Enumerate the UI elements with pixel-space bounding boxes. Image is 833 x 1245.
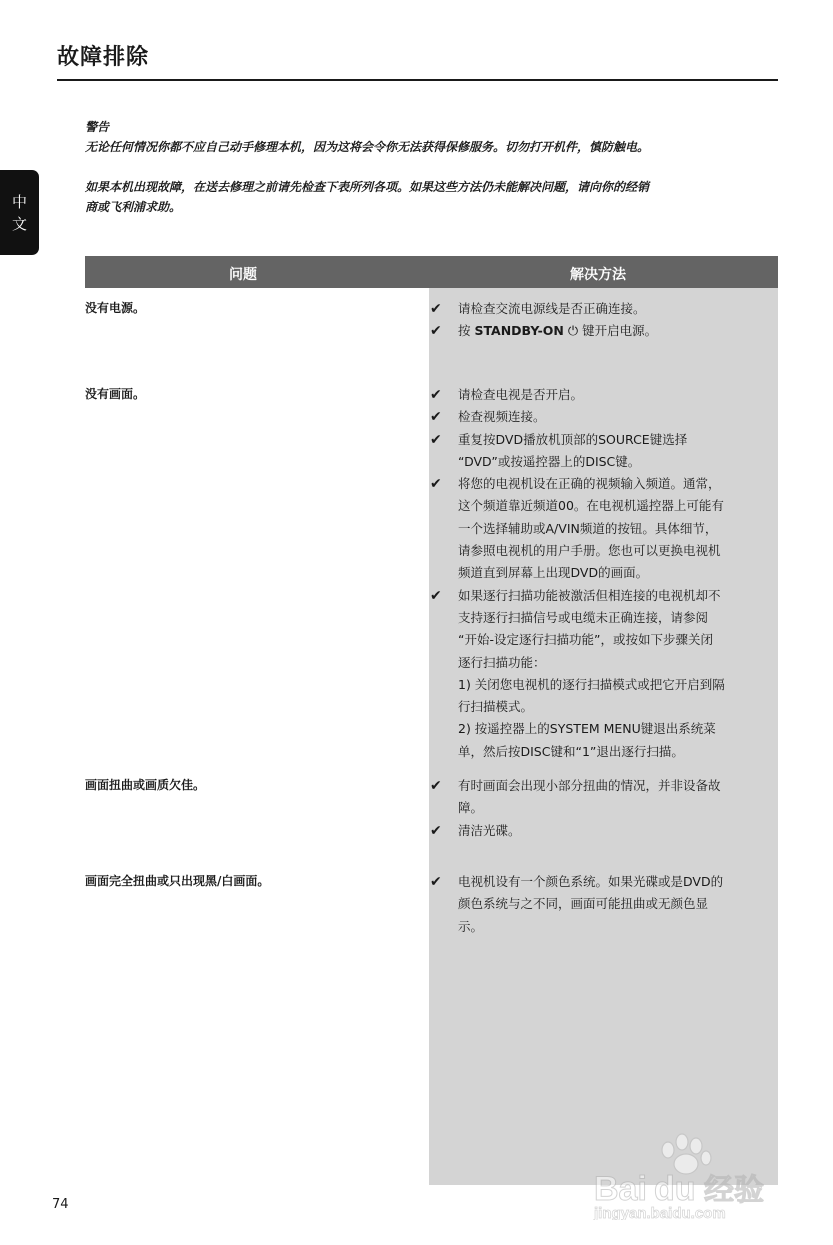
solution-line: 这个频道靠近频道00。在电视机遥控器上可能有: [458, 498, 724, 514]
solution-line: 请参照电视机的用户手册。您也可以更换电视机: [458, 543, 721, 559]
solution-line: 请检查交流电源线是否正确连接。: [458, 301, 646, 316]
solution-line: 支持逐行扫描信号或电缆未正确连接，请参阅: [458, 609, 709, 625]
problem-cell: 没有电源。: [85, 301, 146, 315]
solution-item: [430, 871, 770, 938]
check-icon: ✔: [430, 822, 442, 839]
solution-line: 逐行扫描功能：: [458, 654, 546, 670]
solution-list: [430, 871, 770, 938]
solution-line: 一个选择辅助或A/VIN频道的按钮。具体细节，: [458, 520, 718, 536]
solution-line: “DVD”或按遥控器上的DISC键。: [458, 453, 641, 469]
table-header: [85, 256, 778, 288]
check-icon: ✔: [430, 323, 442, 340]
check-icon: ✔: [430, 301, 442, 317]
watermark-brand-cn: 经验: [704, 1174, 764, 1207]
warning-heading: 警告: [85, 120, 110, 134]
solution-line: 如果逐行扫描功能被激活但相连接的电视机却不: [458, 587, 721, 603]
solution-item: [430, 473, 770, 584]
warning-block: [85, 117, 785, 217]
check-icon: ✔: [430, 431, 442, 448]
language-tab-char: 文: [11, 214, 27, 233]
header-problem: 问题: [229, 267, 257, 283]
problem-cell: 画面扭曲或画质欠佳。: [85, 778, 206, 792]
solution-item: [430, 429, 770, 474]
solution-line: 2) 按遥控器上的SYSTEM MENU键退出系统菜: [458, 721, 716, 737]
baidu-jingyan-watermark: [592, 1120, 782, 1220]
advice-text-line1: 如果本机出现故障，在送去修理之前请先检查下表所列各项。如果这些方法仍未能解决问题，请向你的经销: [85, 180, 650, 194]
page-number: 74: [52, 1197, 69, 1212]
solution-line: 示。: [458, 918, 484, 934]
solution-line: 请检查电视是否开启。: [458, 387, 584, 402]
watermark-brand: Bai: [594, 1170, 647, 1208]
problem-cell: 没有画面。: [85, 387, 146, 401]
solution-line: 电视机设有一个颜色系统。如果光碟或是DVD的: [458, 874, 724, 889]
title-rule: [57, 79, 778, 81]
solution-line: 障。: [458, 800, 484, 816]
watermark-url: jingyan.baidu.com: [594, 1205, 726, 1220]
solution-item: [430, 298, 770, 320]
solution-text: 键开启电源。: [578, 323, 658, 339]
paw-logo-icon: [662, 1134, 711, 1174]
solution-line: 频道直到屏幕上出现DVD的画面。: [458, 565, 649, 581]
solution-item: [430, 820, 770, 842]
solution-line: 颜色系统与之不同，画面可能扭曲或无颜色显: [458, 896, 709, 912]
solution-line: 1) 关闭您电视机的逐行扫描模式或把它开启到隔: [458, 676, 725, 692]
solution-list: [430, 298, 770, 344]
solution-item: [430, 775, 770, 820]
check-icon: ✔: [430, 387, 442, 403]
solution-list: [430, 775, 770, 842]
solution-line: 清洁光碟。: [458, 822, 521, 838]
solution-list: [430, 384, 770, 763]
solution-line: 有时画面会出现小部分扭曲的情况，并非设备故: [458, 778, 721, 793]
solution-item: [430, 585, 770, 763]
check-icon: ✔: [430, 409, 442, 426]
page-title: 故障排除: [57, 45, 150, 70]
check-icon: ✔: [430, 778, 442, 794]
problem-cell: 画面完全扭曲或只出现黑/白画面。: [85, 874, 270, 888]
solution-item: [430, 406, 770, 428]
solution-item: [430, 384, 770, 406]
power-icon: ⏻: [567, 324, 579, 340]
solution-text: 按: [458, 323, 475, 339]
solution-line: 将您的电视机设在正确的视频输入频道。通常，: [458, 476, 721, 492]
check-icon: ✔: [430, 476, 442, 493]
warning-text: 无论任何情况你都不应自己动手修理本机，因为这将会令你无法获得保修服务。切勿打开机件，慎防触电。: [85, 140, 650, 154]
advice-text-line2: 商或飞利浦求助。: [85, 200, 182, 214]
solution-line: [458, 320, 770, 343]
watermark-brand-du: du: [654, 1170, 696, 1208]
solution-line: 行扫描模式。: [458, 699, 534, 715]
solution-line: 单，然后按DISC键和“1”退出逐行扫描。: [458, 743, 684, 759]
language-tab-char: 中: [11, 192, 27, 211]
solution-line: 重复按DVD播放机顶部的SOURCE键选择: [458, 431, 688, 447]
check-icon: ✔: [430, 587, 442, 604]
solution-item: [430, 320, 770, 343]
solution-line: 检查视频连接。: [458, 409, 546, 425]
standby-key-label: STANDBY-ON: [474, 323, 564, 339]
solution-line: “开始-设定逐行扫描功能”，或按如下步骤关闭: [458, 632, 713, 648]
language-tab: [0, 170, 39, 255]
check-icon: ✔: [430, 874, 442, 890]
header-solution: 解决方法: [570, 267, 626, 283]
